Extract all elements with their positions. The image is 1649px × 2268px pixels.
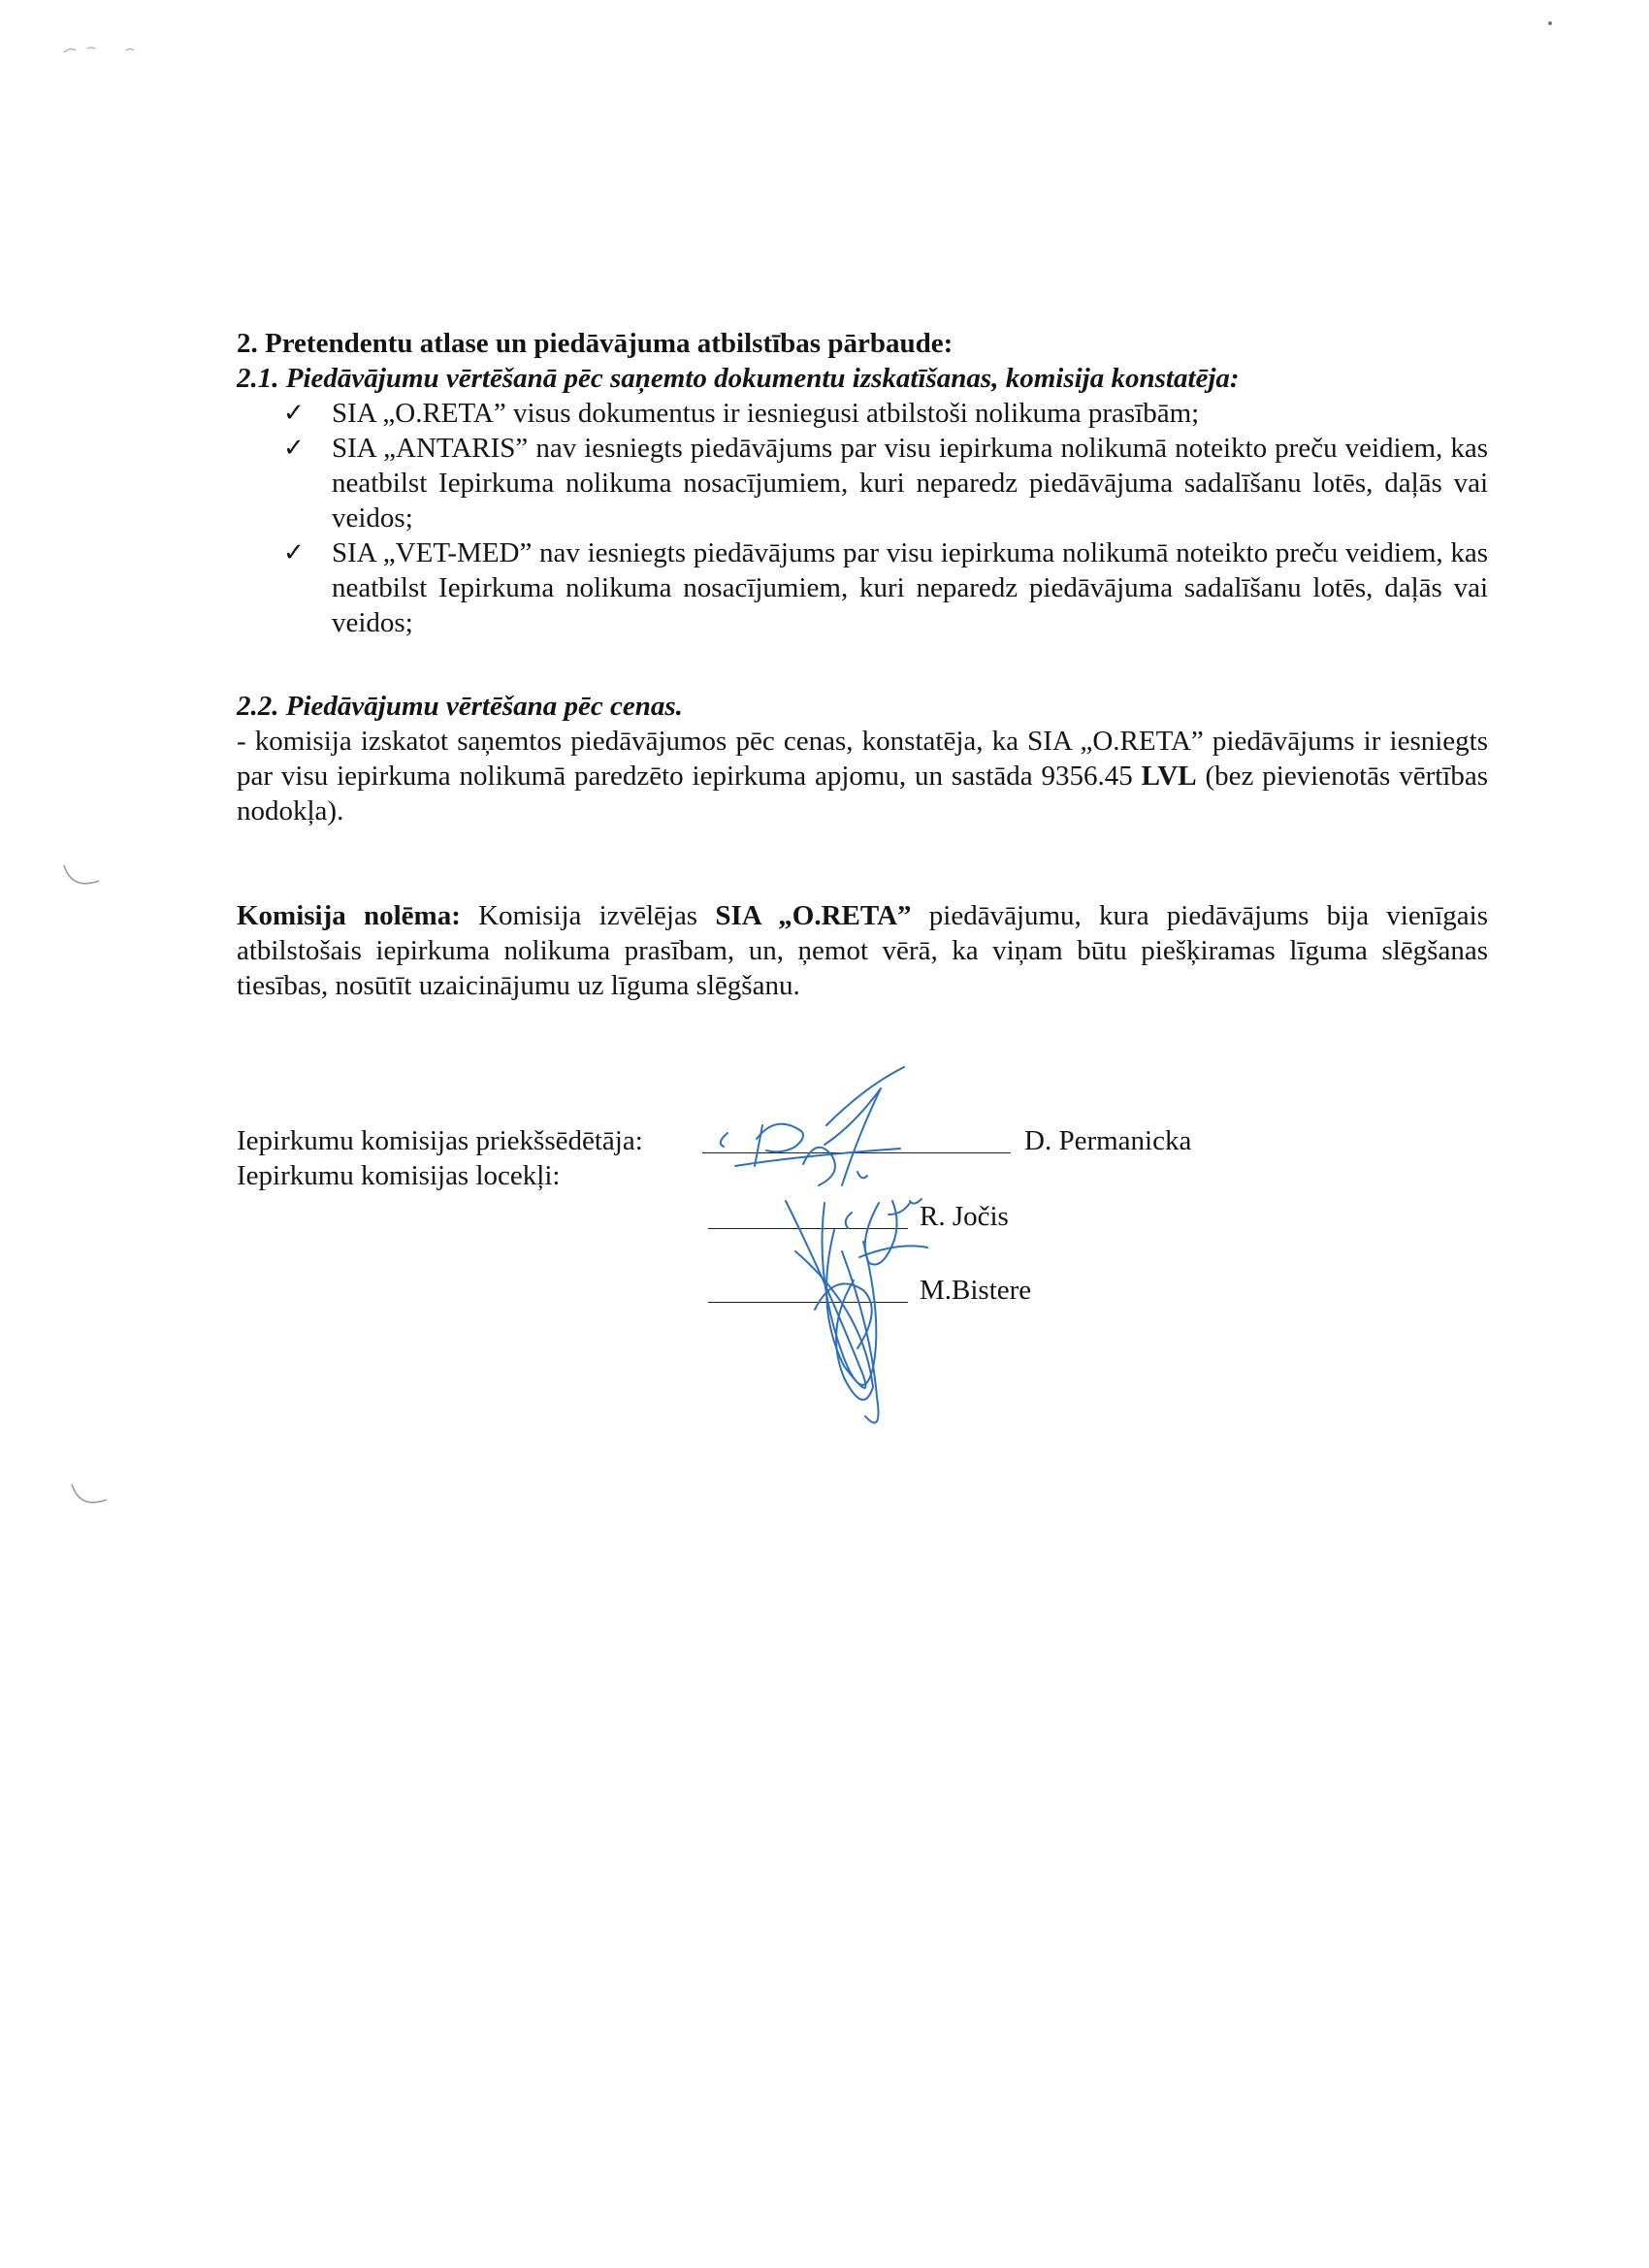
scan-artifact-top-left [58,37,146,60]
chair-name: D. Permanicka [1024,1125,1192,1156]
finding-item [283,396,1488,431]
decision-label: Komisija nolēma: [237,900,461,931]
member-1-name: R. Jočis [920,1201,1009,1232]
currency-label: LVL [1141,761,1197,792]
section-2-2-heading: 2.2. Piedāvājumu vērtēšana pēc cenas. [237,691,683,722]
finding-text: SIA „ANTARIS” nav iesniegts piedāvājums par visu iepirkuma nolikumā noteikto preču veidiem, kas neatbilst Iepirkuma nolikuma nosacījumiem, kuri neparedz piedāvājuma sadalīšanu lotēs, daļās vai veidos; [332,433,1488,534]
price-evaluation-paragraph [237,724,1488,828]
check-mark-icon: ✓ [283,538,305,567]
finding-text: SIA „O.RETA” visus dokumentus ir iesniegusi atbilstoši nolikuma prasībām; [332,398,1200,429]
scan-artifact-top-right [1542,17,1562,29]
finding-text: SIA „VET-MED” nav iesniegts piedāvājums par visu iepirkuma nolikumā noteikto preču veidiem, kas neatbilst Iepirkuma nolikuma nosacījumiem, kuri neparedz piedāvājuma sadalīšanu lotēs, daļās vai veidos; [332,537,1488,638]
punch-hole-mark-lower [62,1473,111,1521]
punch-hole-mark-upper [54,854,103,902]
finding-item [283,535,1488,640]
decision-text-rest: piedāvājumu, kura piedāvājums bija vienīgais atbilstošais iepirkuma nolikuma prasībam, un, ņemot vērā, ka viņam būtu piešķiramas līguma slēgšanas tiesības, nosūtīt uzaicinājumu uz līguma slēgšanu. [237,900,1488,1001]
check-mark-icon: ✓ [283,399,305,428]
section-2-heading: 2. Pretendentu atlase un piedāvājuma atbilstības pārbaude: [237,328,954,359]
member-2-name: M.Bistere [920,1275,1032,1306]
decision-text: Komisija izvēlējas [460,900,716,931]
price-evaluation-tail: (bez pievienotās vērtības nodokļa). [237,761,1488,826]
document-body [237,326,1488,1003]
handwritten-signatures [679,1057,999,1445]
members-label: Iepirkumu komisijas locekļi: [237,1160,561,1191]
finding-item [283,431,1488,535]
price-evaluation-text: - komisija izskatot saņemtos piedāvājumos pēc cenas, konstatēja, ka SIA „O.RETA” piedāvājums ir iesniegts par visu iepirkuma nolikumā paredzēto iepirkuma apjomu, un sastāda 9356.45 [237,726,1488,792]
findings-list [237,396,1488,640]
selected-company: SIA „O.RETA” [715,900,912,931]
decision-paragraph [237,898,1488,1003]
check-mark-icon: ✓ [283,434,305,463]
chair-label: Iepirkumu komisijas priekšsēdētāja: [237,1125,643,1156]
section-2-1-heading: 2.1. Piedāvājumu vērtēšanā pēc saņemto dokumentu izskatīšanas, komisija konstatēja: [237,363,1240,394]
